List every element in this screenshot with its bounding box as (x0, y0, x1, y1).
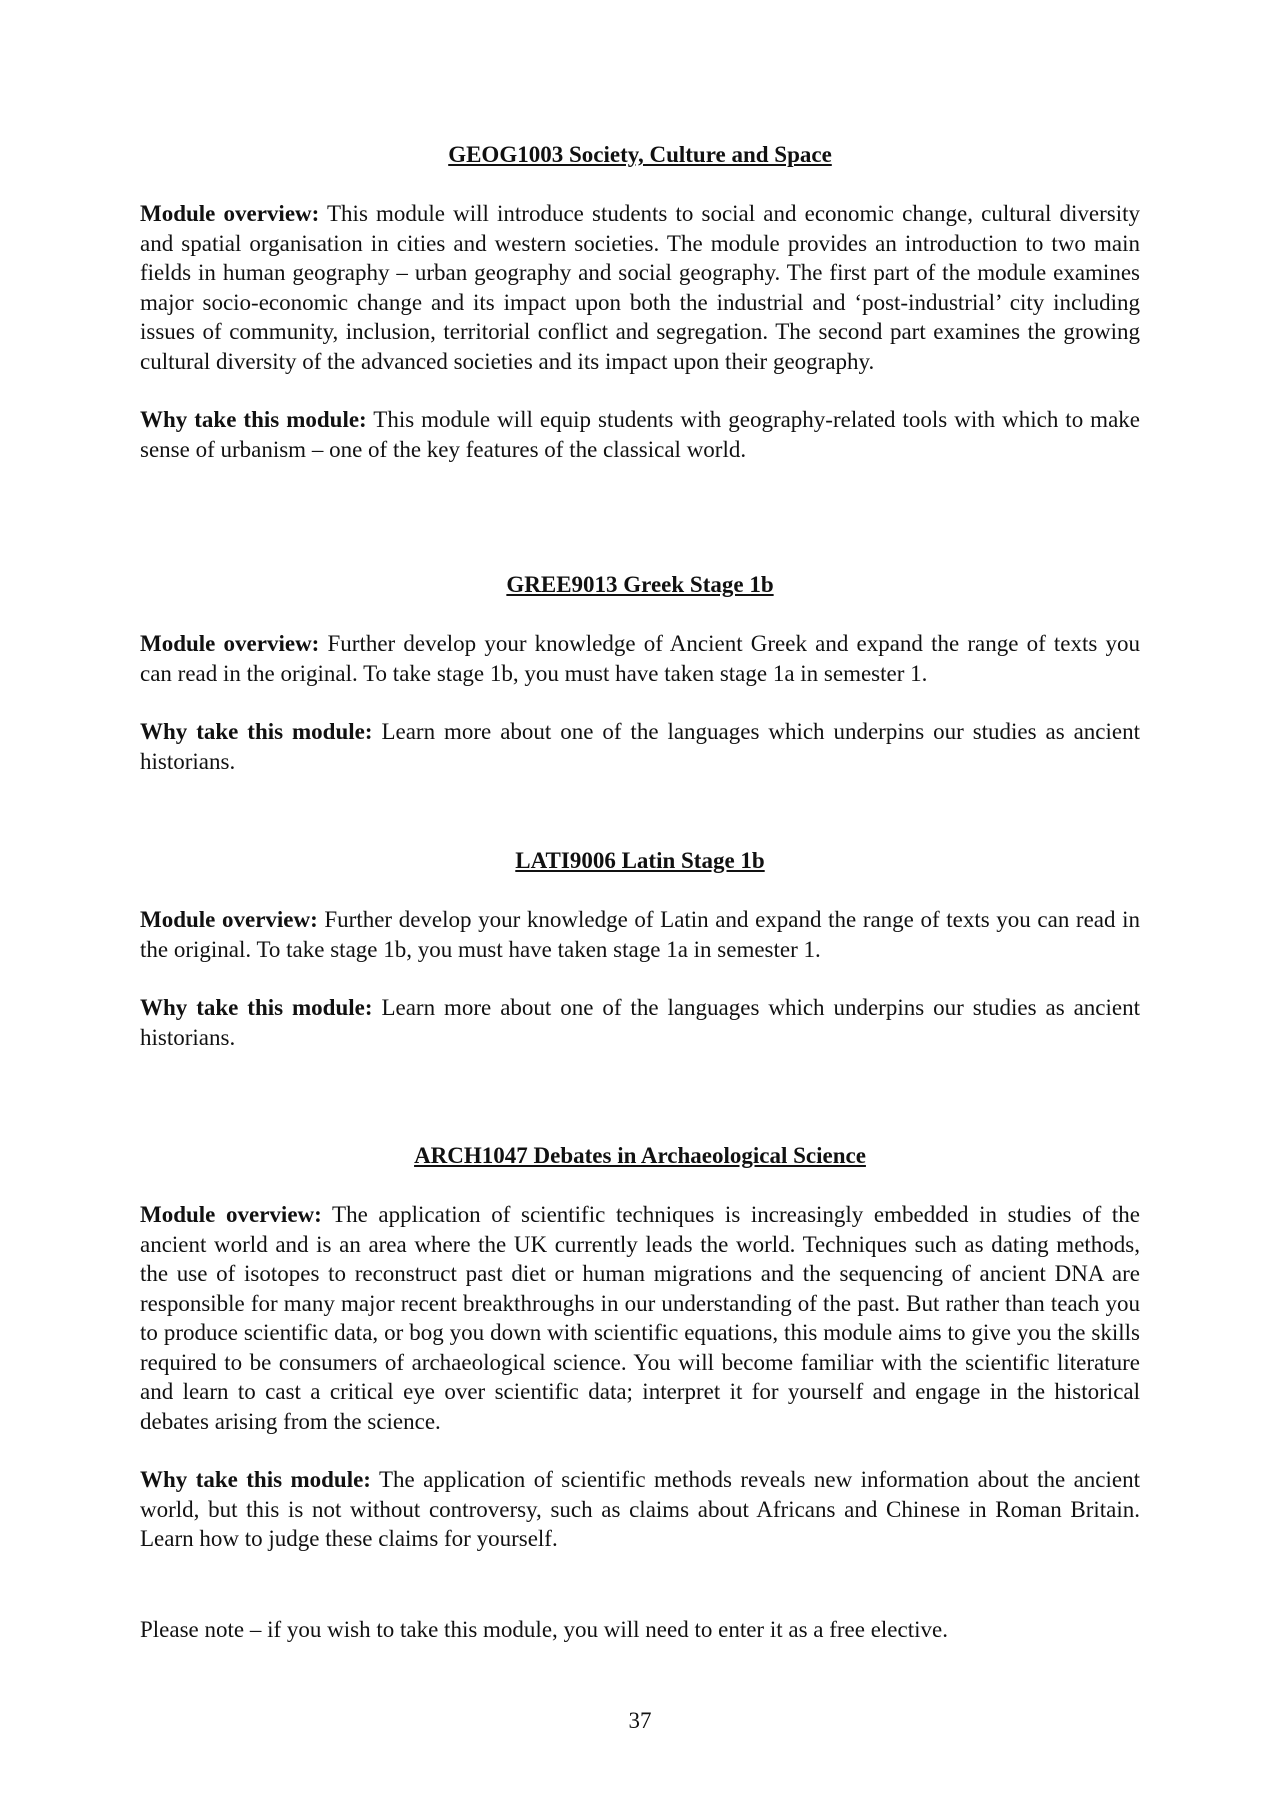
document-page (140, 0, 1140, 1800)
page-number: 37 (628, 1708, 652, 1733)
why-text: Learn more about one of the languages which underpins our studies as ancient historians. (140, 719, 1140, 774)
elective-note: Please note – if you wish to take this module, you will need to enter it as a free elective. (140, 1617, 948, 1642)
module-title: GEOG1003 Society, Culture and Space (448, 142, 832, 167)
overview-text: The application of scientific techniques is increasingly embedded in studies of the ancient world and is an area where the UK currently leads the world. Techniques such as dating methods, the use of isotopes to reconstruct past diet or human migrations and the sequencing of ancient DNA are responsible for many major recent breakthroughs in our understanding of the past. But rather than teach you to produce scientific data, or bog you down with scientific equations, this module aims to give you the skills required to be consumers of archaeological science. You will become familiar with the scientific literature and learn to cast a critical eye over scientific data; interpret it for yourself and engage in the historical debates arising from the science. (140, 1202, 1140, 1434)
module-gree9013 (140, 570, 1140, 776)
why-text: The application of scientific methods reveals new information about the ancient world, but this is not without controversy, such as claims about Africans and Chinese in Roman Britain. Learn how to judge these claims for yourself. (140, 1467, 1140, 1551)
module-overview (140, 1200, 1140, 1436)
module-why (140, 717, 1140, 776)
overview-text: Further develop your knowledge of Latin and expand the range of texts you can read in the original. To take stage 1b, you must have taken stage 1a in semester 1. (140, 907, 1140, 962)
why-label: Why take this module: (140, 719, 373, 744)
why-label: Why take this module: (140, 995, 373, 1020)
module-why (140, 993, 1140, 1052)
why-label: Why take this module: (140, 407, 367, 432)
module-why (140, 405, 1140, 464)
why-text: Learn more about one of the languages which underpins our studies as ancient historians. (140, 995, 1140, 1050)
overview-label: Module overview: (140, 1202, 322, 1227)
overview-label: Module overview: (140, 201, 320, 226)
module-overview (140, 199, 1140, 376)
module-overview (140, 629, 1140, 688)
module-lati9006 (140, 846, 1140, 1052)
module-geog1003 (140, 140, 1140, 464)
overview-label: Module overview: (140, 631, 320, 656)
why-label: Why take this module: (140, 1467, 371, 1492)
module-overview (140, 905, 1140, 964)
module-arch1047 (140, 1141, 1140, 1554)
module-title: ARCH1047 Debates in Archaeological Science (414, 1143, 866, 1168)
overview-label: Module overview: (140, 907, 318, 932)
module-title: GREE9013 Greek Stage 1b (506, 572, 774, 597)
why-text: This module will equip students with geography-related tools with which to make sense of urbanism – one of the key features of the classical world. (140, 407, 1140, 462)
overview-text: Further develop your knowledge of Ancient Greek and expand the range of texts you can read in the original. To take stage 1b, you must have taken stage 1a in semester 1. (140, 631, 1140, 686)
module-why (140, 1465, 1140, 1554)
overview-text: This module will introduce students to social and economic change, cultural diversity and spatial organisation in cities and western societies. The module provides an introduction to two main fields in human geography – urban geography and social geography. The first part of the module examines major socio-economic change and its impact upon both the industrial and ‘post-industrial’ city including issues of community, inclusion, territorial conflict and segregation. The second part examines the growing cultural diversity of the advanced societies and its impact upon their geography. (140, 201, 1140, 374)
module-title: LATI9006 Latin Stage 1b (515, 848, 765, 873)
